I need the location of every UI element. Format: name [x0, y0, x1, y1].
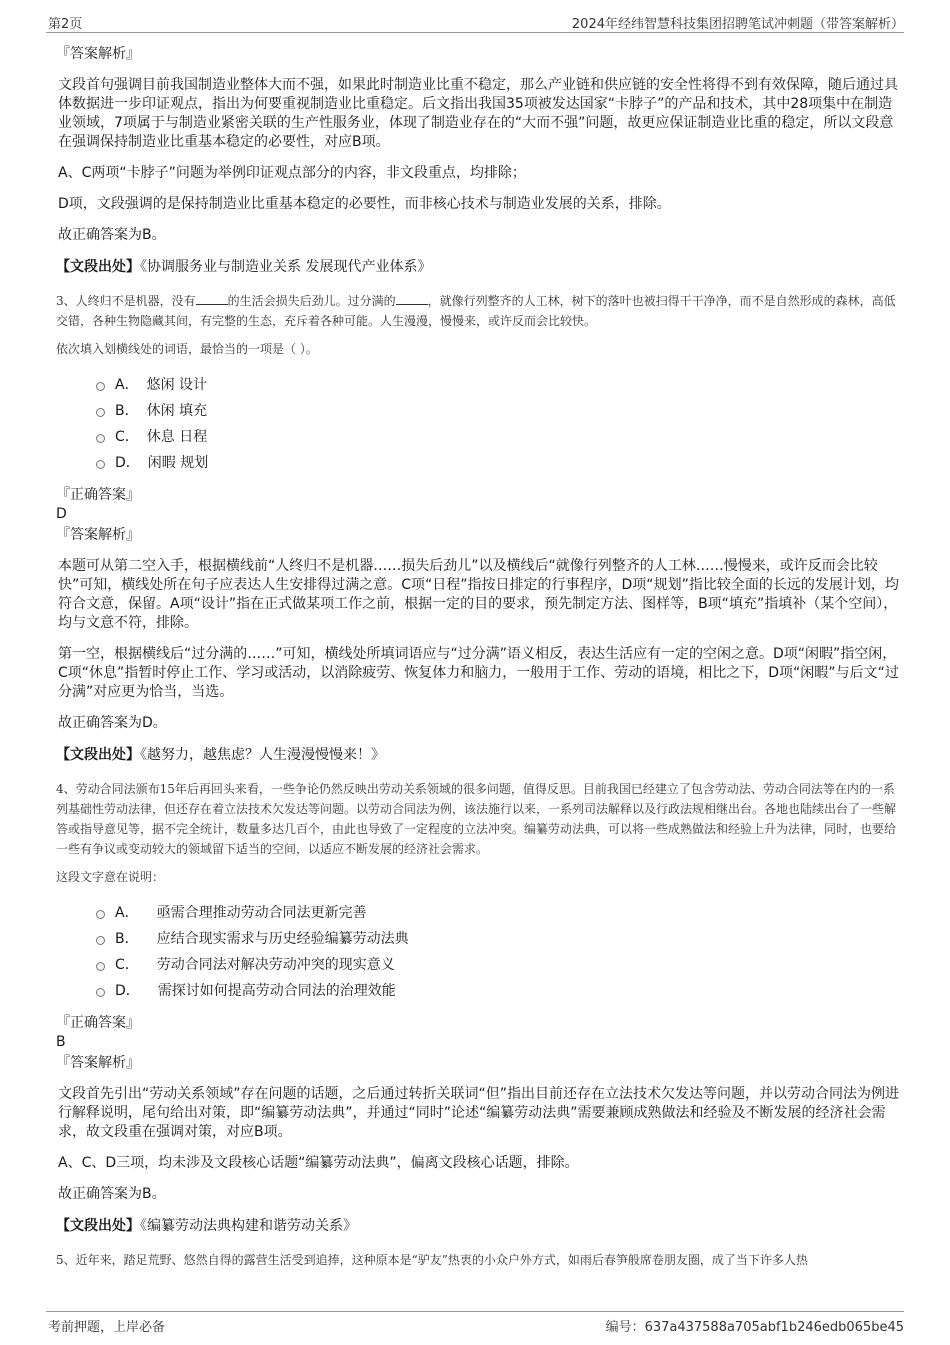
option-b[interactable]: B． 休闲 填充 [96, 397, 900, 423]
radio-icon[interactable] [96, 962, 105, 971]
source-title: 《协调服务业与制造业关系 发展现代产业体系》 [140, 259, 432, 275]
analysis-paragraph: A、C两项“卡脖子”问题为举例印证观点部分的内容，非文段重点，均排除； [58, 165, 526, 181]
source-label: 【文段出处】 [56, 259, 140, 275]
source-label: 【文段出处】 [56, 1218, 140, 1234]
radio-icon[interactable] [96, 460, 105, 469]
radio-icon[interactable] [96, 910, 105, 919]
option-a[interactable]: A． 悠闲 设计 [96, 371, 900, 397]
question-4-prompt: 这段文字意在说明： [56, 870, 165, 884]
page-content [56, 44, 900, 1305]
source-title: 《越努力，越焦虑？人生漫漫慢慢来！》 [140, 747, 385, 763]
analysis-paragraph: A、C、D三项，均未涉及文段核心话题“编纂劳动法典”，偏离文段核心话题，排除。 [58, 1155, 579, 1171]
analysis-paragraph: 本题可从第二空入手，根据横线前“人终归不是机器……损失后劲儿”以及横线后“就像行列整齐的人工林……慢慢来，或许反而会比较快”可知，横线处所在句子应表达人生安排得过满之意。C项“日程”指按日排定的行事程序，D项“规划”指比较全面的长远的发展计划，均符合文意，保留。A项“设计”指在正式做某项工作之前，根据一定的目的要求，预先制定方法、图样等，B项“填充”指填补（某个空间），均与文意不符，排除。 [58, 558, 899, 631]
source-citation [56, 745, 900, 765]
question-3-prompt: 依次填入划横线处的词语，最恰当的一项是（ ）。 [56, 342, 318, 356]
analysis-tag: 『答案解析』 [56, 1055, 140, 1071]
correct-answer-tag: 『正确答案』 [56, 1015, 140, 1031]
answer-conclusion: 故正确答案为B。 [58, 1186, 166, 1202]
radio-icon[interactable] [96, 936, 105, 945]
question-3-text: 3、人终归不是机器，没有 的生活会损失后劲儿。过分满的 ，就像行列整齐的人工林，树下的落叶也被扫得干干净净，而不是自然形成的森林，高低交错，各种生物隐藏其间，有完整的生态，充斥着各种可能。人生漫漫，慢慢来，或许反而会比较快。 [56, 294, 896, 328]
correct-answer: B [56, 1034, 66, 1050]
analysis-tag: 『答案解析』 [56, 527, 140, 543]
question-4-text: 4、劳动合同法颁布15年后再回头来看，一些争论仍然反映出劳动关系领域的很多问题，值得反思。目前我国已经建立了包含劳动法、劳动合同法等在内的一系列基础性劳动法律，但还存在着立法技术欠发达等问题。以劳动合同法为例，该法施行以来，一系列司法解释以及行政法规相继出台。各地也陆续出台了一些解答或指导意见等，据不完全统计，数量多达几百个，由此也导致了一定程度的立法冲突。编纂劳动法典，可以将一些成熟做法和经验上升为法律，同时，也要给一些有争议或变动较大的领域留下适当的空间，以适应不断发展的经济社会需求。 [56, 782, 897, 856]
question-4-options [96, 899, 900, 1003]
source-citation [56, 1216, 900, 1236]
document-title: 2024年经纬智慧科技集团招聘笔试冲刺题（带答案解析） [571, 17, 904, 32]
option-b[interactable]: B． 应结合现实需求与历史经验编纂劳动法典 [96, 925, 900, 951]
question-5-text: 5、近年来，踏足荒野、悠然自得的露营生活受到追捧，这种原本是“驴友”热衷的小众户外方式，如雨后春笋般席卷朋友圈，成了当下许多人热 [56, 1253, 808, 1267]
page-header [46, 10, 904, 33]
option-d[interactable]: D． 需探讨如何提高劳动合同法的治理效能 [96, 977, 900, 1003]
option-a[interactable]: A． 亟需合理推动劳动合同法更新完善 [96, 899, 900, 925]
blank-1 [196, 304, 228, 305]
analysis-paragraph: 文段首先引出“劳动关系领域”存在问题的话题，之后通过转折关联词“但”指出目前还存在立法技术欠发达等问题，并以劳动合同法为例进行解释说明，尾句给出对策，即“编纂劳动法典”，并通过“同时”论述“编纂劳动法典”需要兼顾成熟做法和经验及不断发展的经济社会需求，故文段重在强调对策，对应B项。 [58, 1086, 900, 1140]
analysis-tag: 『答案解析』 [56, 46, 140, 62]
radio-icon[interactable] [96, 382, 105, 391]
correct-answer: D [56, 506, 67, 522]
answer-conclusion: 故正确答案为D。 [58, 715, 167, 731]
option-d[interactable]: D． 闲暇 规划 [96, 449, 900, 475]
blank-2 [396, 304, 428, 305]
correct-answer-tag: 『正确答案』 [56, 487, 140, 503]
source-label: 【文段出处】 [56, 747, 140, 763]
page-number: 第2页 [48, 17, 83, 32]
question-3-options [96, 371, 900, 475]
page-footer [46, 1311, 904, 1334]
source-citation [56, 257, 900, 277]
footer-slogan: 考前押题，上岸必备 [48, 1320, 166, 1335]
radio-icon[interactable] [96, 434, 105, 443]
analysis-paragraph: 第一空，根据横线后“过分满的……”可知，横线处所填词语应与“过分满”语义相反，表达生活应有一定的空闲之意。D项“闲暇”指空闲，C项“休息”指暂时停止工作、学习或活动，以消除疲劳、恢复体力和脑力，一般用于工作、劳动的语境，相比之下，D项“闲暇”与后文“过分满”对应更为恰当，当选。 [58, 646, 899, 700]
source-title: 《编纂劳动法典构建和谐劳动关系》 [140, 1218, 357, 1234]
analysis-paragraph: 文段首句强调目前我国制造业整体大而不强，如果此时制造业比重不稳定，那么产业链和供应链的安全性将得不到有效保障，随后通过具体数据进一步印证观点，指出为何要重视制造业比重稳定。后文指出我国35项被发达国家“卡脖子”的产品和技术，其中28项集中在制造业领域，7项属于与制造业紧密关联的生产性服务业，体现了制造业存在的“大而不强”问题，故更应保证制造业比重的稳定，所以文段意在强调保持制造业比重基本稳定的必要性，对应B项。 [58, 77, 898, 150]
option-c[interactable]: C． 休息 日程 [96, 423, 900, 449]
answer-conclusion: 故正确答案为B。 [58, 227, 166, 243]
option-c[interactable]: C． 劳动合同法对解决劳动冲突的现实意义 [96, 951, 900, 977]
radio-icon[interactable] [96, 988, 105, 997]
analysis-paragraph: D项，文段强调的是保持制造业比重基本稳定的必要性，而非核心技术与制造业发展的关系，排除。 [58, 196, 671, 212]
document-id: 编号：637a437588a705abf1b246edb065be45 [605, 1320, 904, 1335]
radio-icon[interactable] [96, 408, 105, 417]
